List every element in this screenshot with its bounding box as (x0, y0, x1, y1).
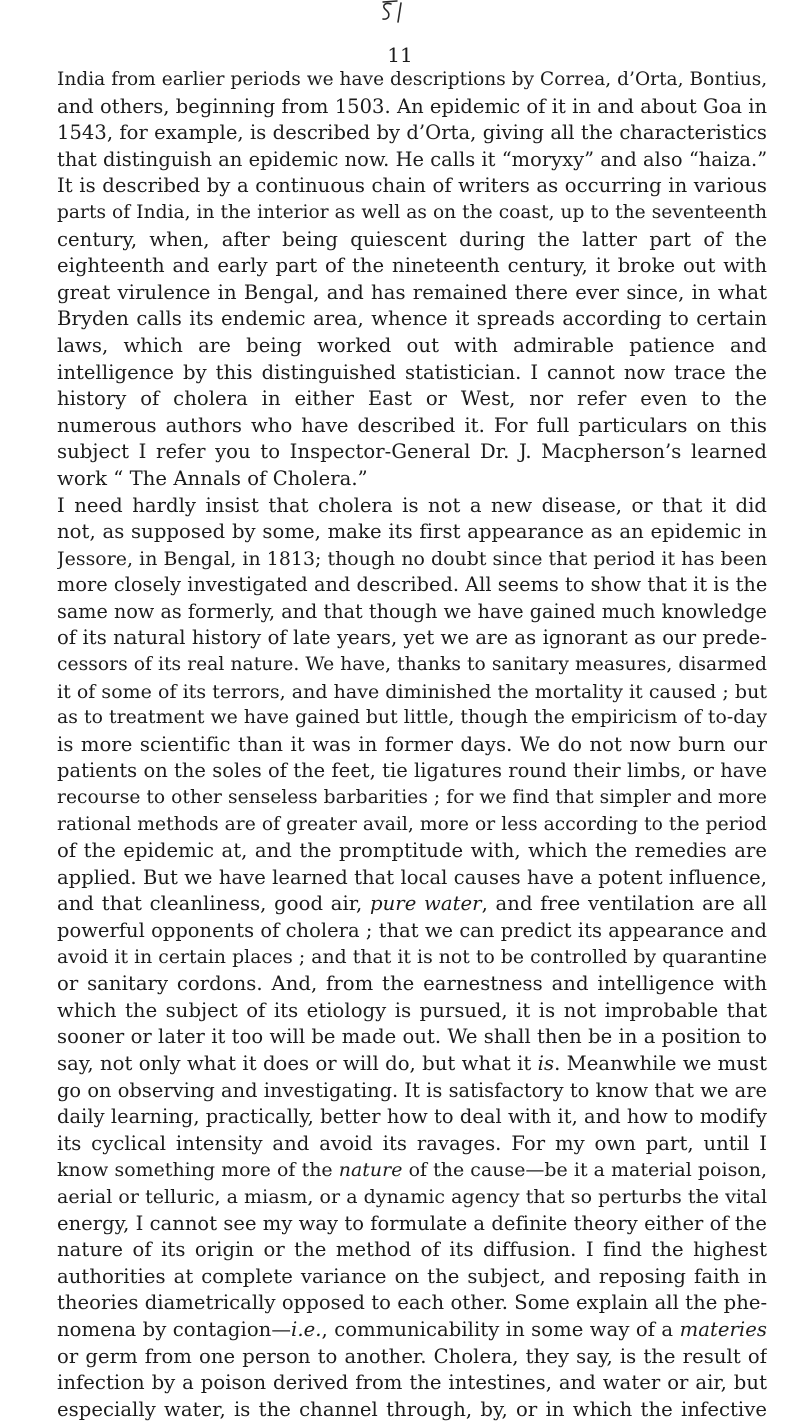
text-segment: history of cholera in either East or West, nor refer even to the (57, 387, 767, 411)
text-line (57, 1397, 767, 1423)
text-segment: laws, which are being worked out with admirable patience and (57, 333, 767, 357)
text-line (57, 173, 767, 200)
text-line (57, 439, 767, 466)
text-line (57, 1078, 767, 1105)
text-segment: parts of India, in the interior as well as on the coast, up to the seventeenth (57, 201, 767, 223)
text-segment: nomena by contagion— (57, 1317, 291, 1341)
text-segment: I need hardly insist that cholera is not a new disease, or that it did (57, 493, 767, 517)
text-segment: applied. But we have learned that local causes have a potent influence, (57, 865, 767, 889)
text-line (57, 519, 767, 546)
text-line (57, 94, 767, 121)
text-segment: recourse to other senseless barbarities ; for we find that simpler and more (57, 787, 767, 809)
text-line (57, 1184, 767, 1211)
text-line (57, 1024, 767, 1051)
text-segment: daily learning, practically, better how to deal with it, and how to modify (57, 1105, 767, 1129)
text-line (57, 998, 767, 1025)
text-segment: India from earlier periods we have descriptions by Correa, d’Orta, Bontius, (57, 69, 767, 90)
text-line (57, 758, 767, 785)
text-line (57, 360, 767, 387)
emphasis-text: pure water (370, 892, 482, 916)
text-segment: patients on the soles of the feet, tie ligatures round their limbs, or have (57, 759, 767, 783)
text-line (57, 838, 767, 865)
text-line (57, 1104, 767, 1131)
text-segment: infection by a poison derived from the intestines, and water or air, but (57, 1371, 767, 1395)
text-line (57, 572, 767, 599)
text-segment: its cyclical intensity and avoid its ravages. For my own part, until I (57, 1131, 767, 1155)
text-segment: nature of its origin or the method of its diffusion. I find the highest (57, 1238, 767, 1262)
text-line (57, 493, 767, 520)
text-segment: especially water, is the channel through, by, or in which the infective (57, 1397, 767, 1421)
text-line (57, 1344, 767, 1371)
text-segment: authorities at complete variance on the subject, and reposing faith in (57, 1264, 767, 1288)
text-line (57, 625, 767, 652)
text-segment: of the cause—be it a material poison, (402, 1159, 767, 1182)
text-line (57, 971, 767, 998)
text-segment: theories diametrically opposed to each other. Some explain all the phe- (57, 1291, 767, 1315)
text-line (57, 386, 767, 413)
text-line (57, 918, 767, 945)
text-segment: work “ The Annals of Cholera.” (57, 466, 368, 490)
text-segment: , and free ventilation are all (481, 892, 767, 916)
text-segment: cessors of its real nature. We have, thanks to sanitary measures, disarmed (57, 654, 767, 676)
text-segment: that distinguish an epidemic now. He calls it “moryxy” and also “haiza.” (57, 147, 767, 171)
text-segment: which the subject of its etiology is pursued, it is not improbable that (57, 998, 767, 1022)
text-line (57, 865, 767, 892)
text-segment: is more scientific than it was in former days. We do not now burn our (57, 732, 767, 756)
text-segment: subject I refer you to Inspector-General Dr. J. Macpherson’s learned (57, 440, 767, 464)
text-segment: and others, beginning from 1503. An epidemic of it in and about Goa in (57, 94, 767, 118)
text-line (57, 280, 767, 307)
text-line (57, 1264, 767, 1291)
text-line (57, 1237, 767, 1264)
text-segment: . Meanwhile we must (554, 1051, 767, 1075)
text-line (57, 333, 767, 360)
text-segment: of its natural history of late years, yet we are as ignorant as our prede- (57, 626, 767, 650)
text-segment: and that cleanliness, good air, (57, 892, 371, 916)
text-line (57, 1157, 767, 1184)
text-segment: avoid it in certain places ; and that it is not to be controlled by quarantine (57, 946, 767, 968)
text-line (57, 679, 767, 706)
text-segment: 1543, for example, is described by d’Orta, giving all the characteristics (57, 121, 767, 145)
text-line (57, 732, 767, 759)
emphasis-text: is (537, 1051, 555, 1075)
text-segment: , communicability in some way of a (321, 1317, 680, 1341)
text-segment: or germ from one person to another. Cholera, they say, is the result of (57, 1344, 767, 1368)
text-segment: rational methods are of greater avail, more or less according to the period (57, 813, 767, 835)
text-line (57, 67, 767, 94)
text-segment: or sanitary cordons. And, from the earnestness and intelligence with (57, 972, 767, 996)
text-line (57, 785, 767, 812)
text-line (57, 546, 767, 573)
text-segment: It is described by a continuous chain of writers as occurring in various (57, 174, 767, 198)
page-number: 11 (387, 43, 413, 67)
text-line (57, 147, 767, 174)
text-line (57, 466, 767, 493)
text-line (57, 200, 767, 227)
emphasis-text: nature (338, 1159, 403, 1182)
text-segment: eighteenth and early part of the nineteenth century, it broke out with (57, 254, 767, 278)
text-line (57, 1290, 767, 1317)
text-line (57, 1317, 767, 1344)
text-line (57, 945, 767, 972)
text-segment: say, not only what it does or will do, but what it (57, 1051, 538, 1075)
text-segment: great virulence in Bengal, and has remained there ever since, in what (57, 280, 767, 304)
text-segment: intelligence by this distinguished statistician. I cannot now trace the (57, 360, 767, 384)
text-segment: go on observing and investigating. It is satisfactory to know that we are (57, 1078, 767, 1102)
text-line (57, 253, 767, 280)
text-segment: same now as formerly, and that though we have gained much knowledge (57, 599, 767, 623)
text-segment: sooner or later it too will be made out. We shall then be in a position to (57, 1025, 767, 1049)
text-line (57, 413, 767, 440)
text-segment: Bryden calls its endemic area, whence it spreads according to certain (57, 307, 767, 331)
text-segment: more closely investigated and described. All seems to show that it is the (57, 573, 767, 597)
text-segment: energy, I cannot see my way to formulate a definite theory either of the (57, 1211, 767, 1235)
text-segment: powerful opponents of cholera ; that we can predict its appearance and (57, 919, 767, 942)
text-line (57, 652, 767, 679)
text-segment: not, as supposed by some, make its first appearance as an epidemic in (57, 520, 767, 544)
text-line (57, 705, 767, 732)
body-text (57, 67, 767, 1423)
text-segment: it of some of its terrors, and have diminished the mortality it caused ; but (57, 680, 767, 703)
text-segment: century, when, after being quiescent during the latter part of the (57, 227, 767, 251)
text-segment: Jessore, in Bengal, in 1813; though no doubt since that period it has been (57, 547, 767, 570)
text-segment: as to treatment we have gained but little, though the empiricism of to-day (57, 707, 767, 729)
emphasis-text: i.e. (291, 1317, 322, 1341)
text-line (57, 227, 767, 254)
text-segment: numerous authors who have described it. For full particulars on this (57, 413, 767, 437)
text-segment: of the epidemic at, and the promptitude with, which the remedies are (57, 839, 767, 863)
text-line (57, 891, 767, 918)
handwritten-page-mark (377, 0, 417, 28)
text-line (57, 599, 767, 626)
text-line (57, 1051, 767, 1078)
text-segment: know something more of the (57, 1159, 339, 1182)
text-line (57, 1131, 767, 1158)
text-line (57, 306, 767, 333)
text-line (57, 120, 767, 147)
text-segment: aerial or telluric, a miasm, or a dynamic agency that so perturbs the vital (57, 1185, 767, 1208)
emphasis-text: materies (679, 1317, 767, 1341)
text-line (57, 1211, 767, 1238)
text-line (57, 812, 767, 839)
